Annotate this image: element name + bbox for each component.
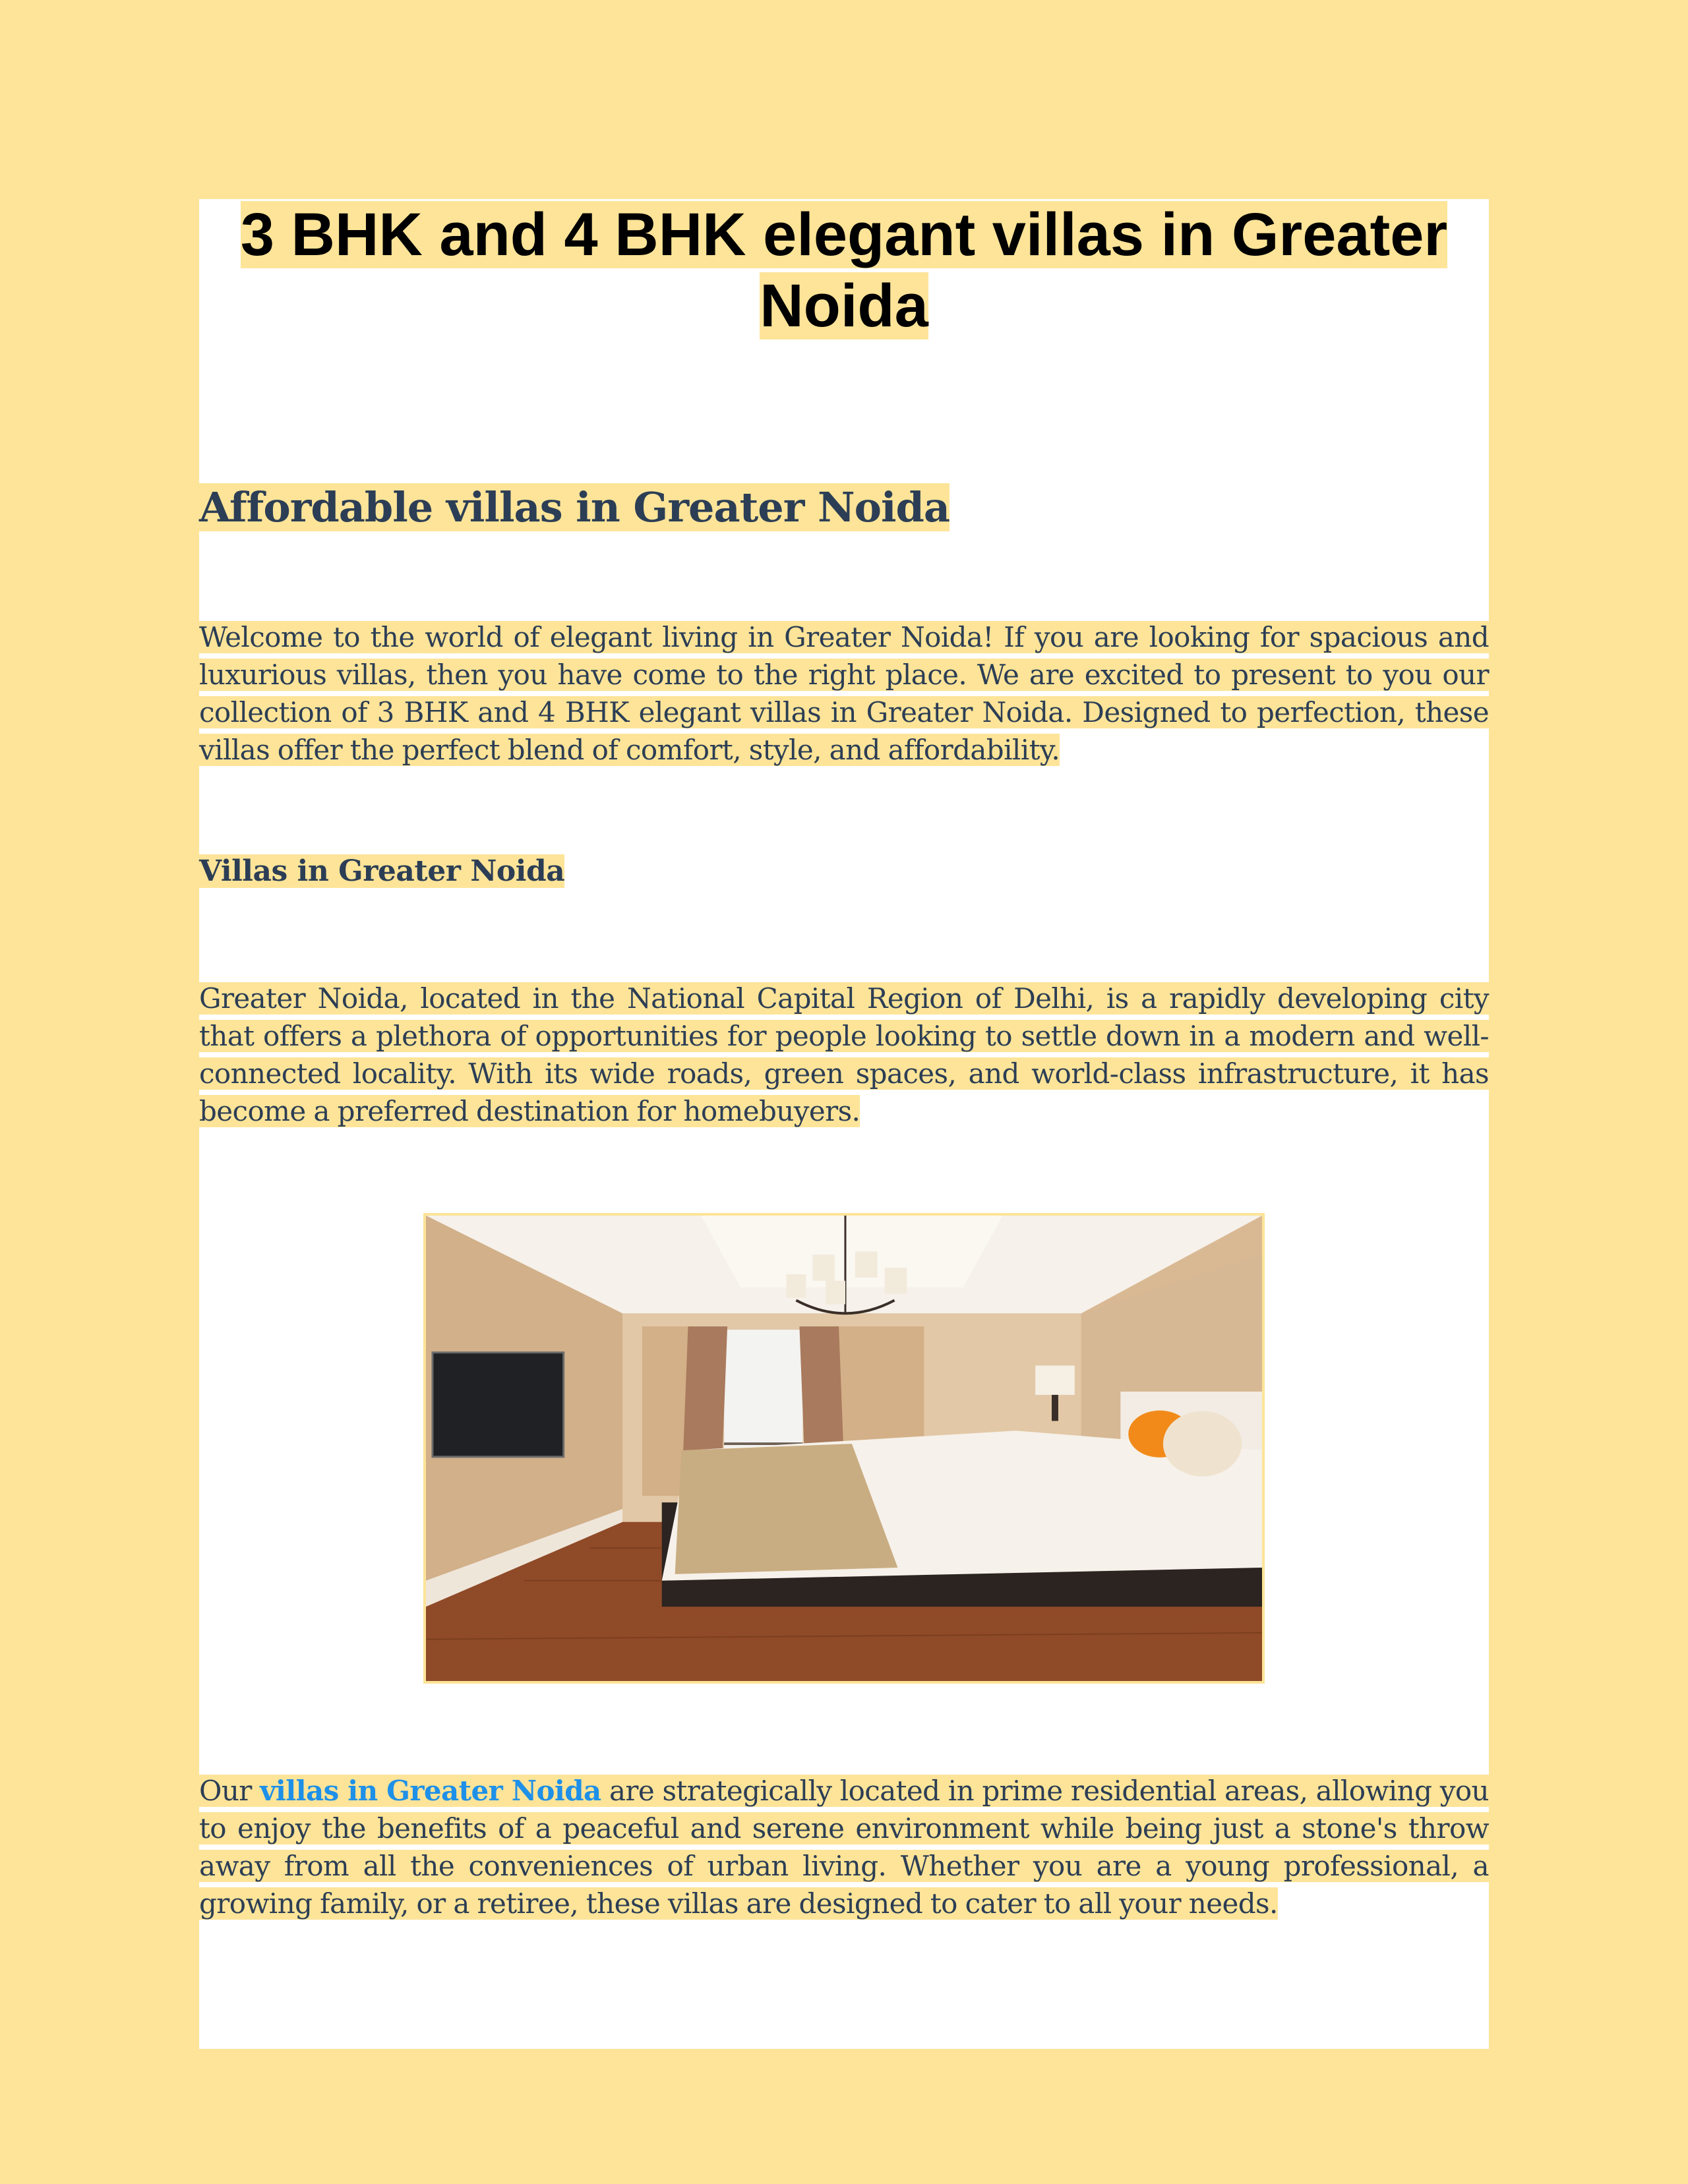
wall-tv — [433, 1353, 564, 1457]
closing-prefix: Our — [199, 1775, 252, 1807]
closing-suffix: are strategically located in prime residential areas, allowing you to enjoy the benefits of a peaceful and serene environment while being just a stone's throw away from all the conveniences of urban living. Whether you are a young professional, a growing family, or a retiree, these villas are designed to cater to all your needs. — [199, 1775, 1489, 1920]
bedroom-illustration — [426, 1216, 1262, 1681]
document-page — [199, 199, 1489, 2049]
intro-paragraph — [199, 618, 1489, 769]
heading-villas-in-greater-noida — [199, 852, 564, 891]
title-line-1: 3 BHK and 4 BHK elegant villas in Greater — [240, 201, 1448, 268]
intro-paragraph-text: Welcome to the world of elegant living in Greater Noida! If you are looking for spacious and luxurious villas, then you have come to the right place. We are excited to present to you our collection of 3 BHK and 4 BHK elegant villas in Greater Noida. Designed to perfection, these villas offer the perfect blend of comfort, style, and affordability. — [199, 621, 1489, 766]
location-paragraph — [199, 980, 1489, 1130]
pillow — [1163, 1411, 1242, 1477]
location-paragraph-text: Greater Noida, located in the National Capital Region of Delhi, is a rapidly developing city that offers a plethora of opportunities for people looking to settle down in a modern and well-connected locality. With its wide roads, green spaces, and world-class infrastructure, it has become a preferred destination for homebuyers. — [199, 982, 1489, 1127]
heading-affordable-villas — [199, 476, 950, 539]
ceiling-recess — [701, 1216, 1002, 1287]
closing-paragraph — [199, 1772, 1489, 1922]
villas-in-greater-noida-link[interactable]: villas in Greater Noida — [260, 1775, 601, 1807]
heading-affordable-villas-text: Affordable villas in Greater Noida — [199, 483, 950, 531]
title-line-2: Noida — [760, 272, 928, 339]
bedroom-image — [423, 1213, 1265, 1684]
heading-villas-text: Villas in Greater Noida — [199, 854, 565, 888]
page-title — [199, 199, 1489, 341]
bedside-lamp — [1035, 1365, 1075, 1394]
